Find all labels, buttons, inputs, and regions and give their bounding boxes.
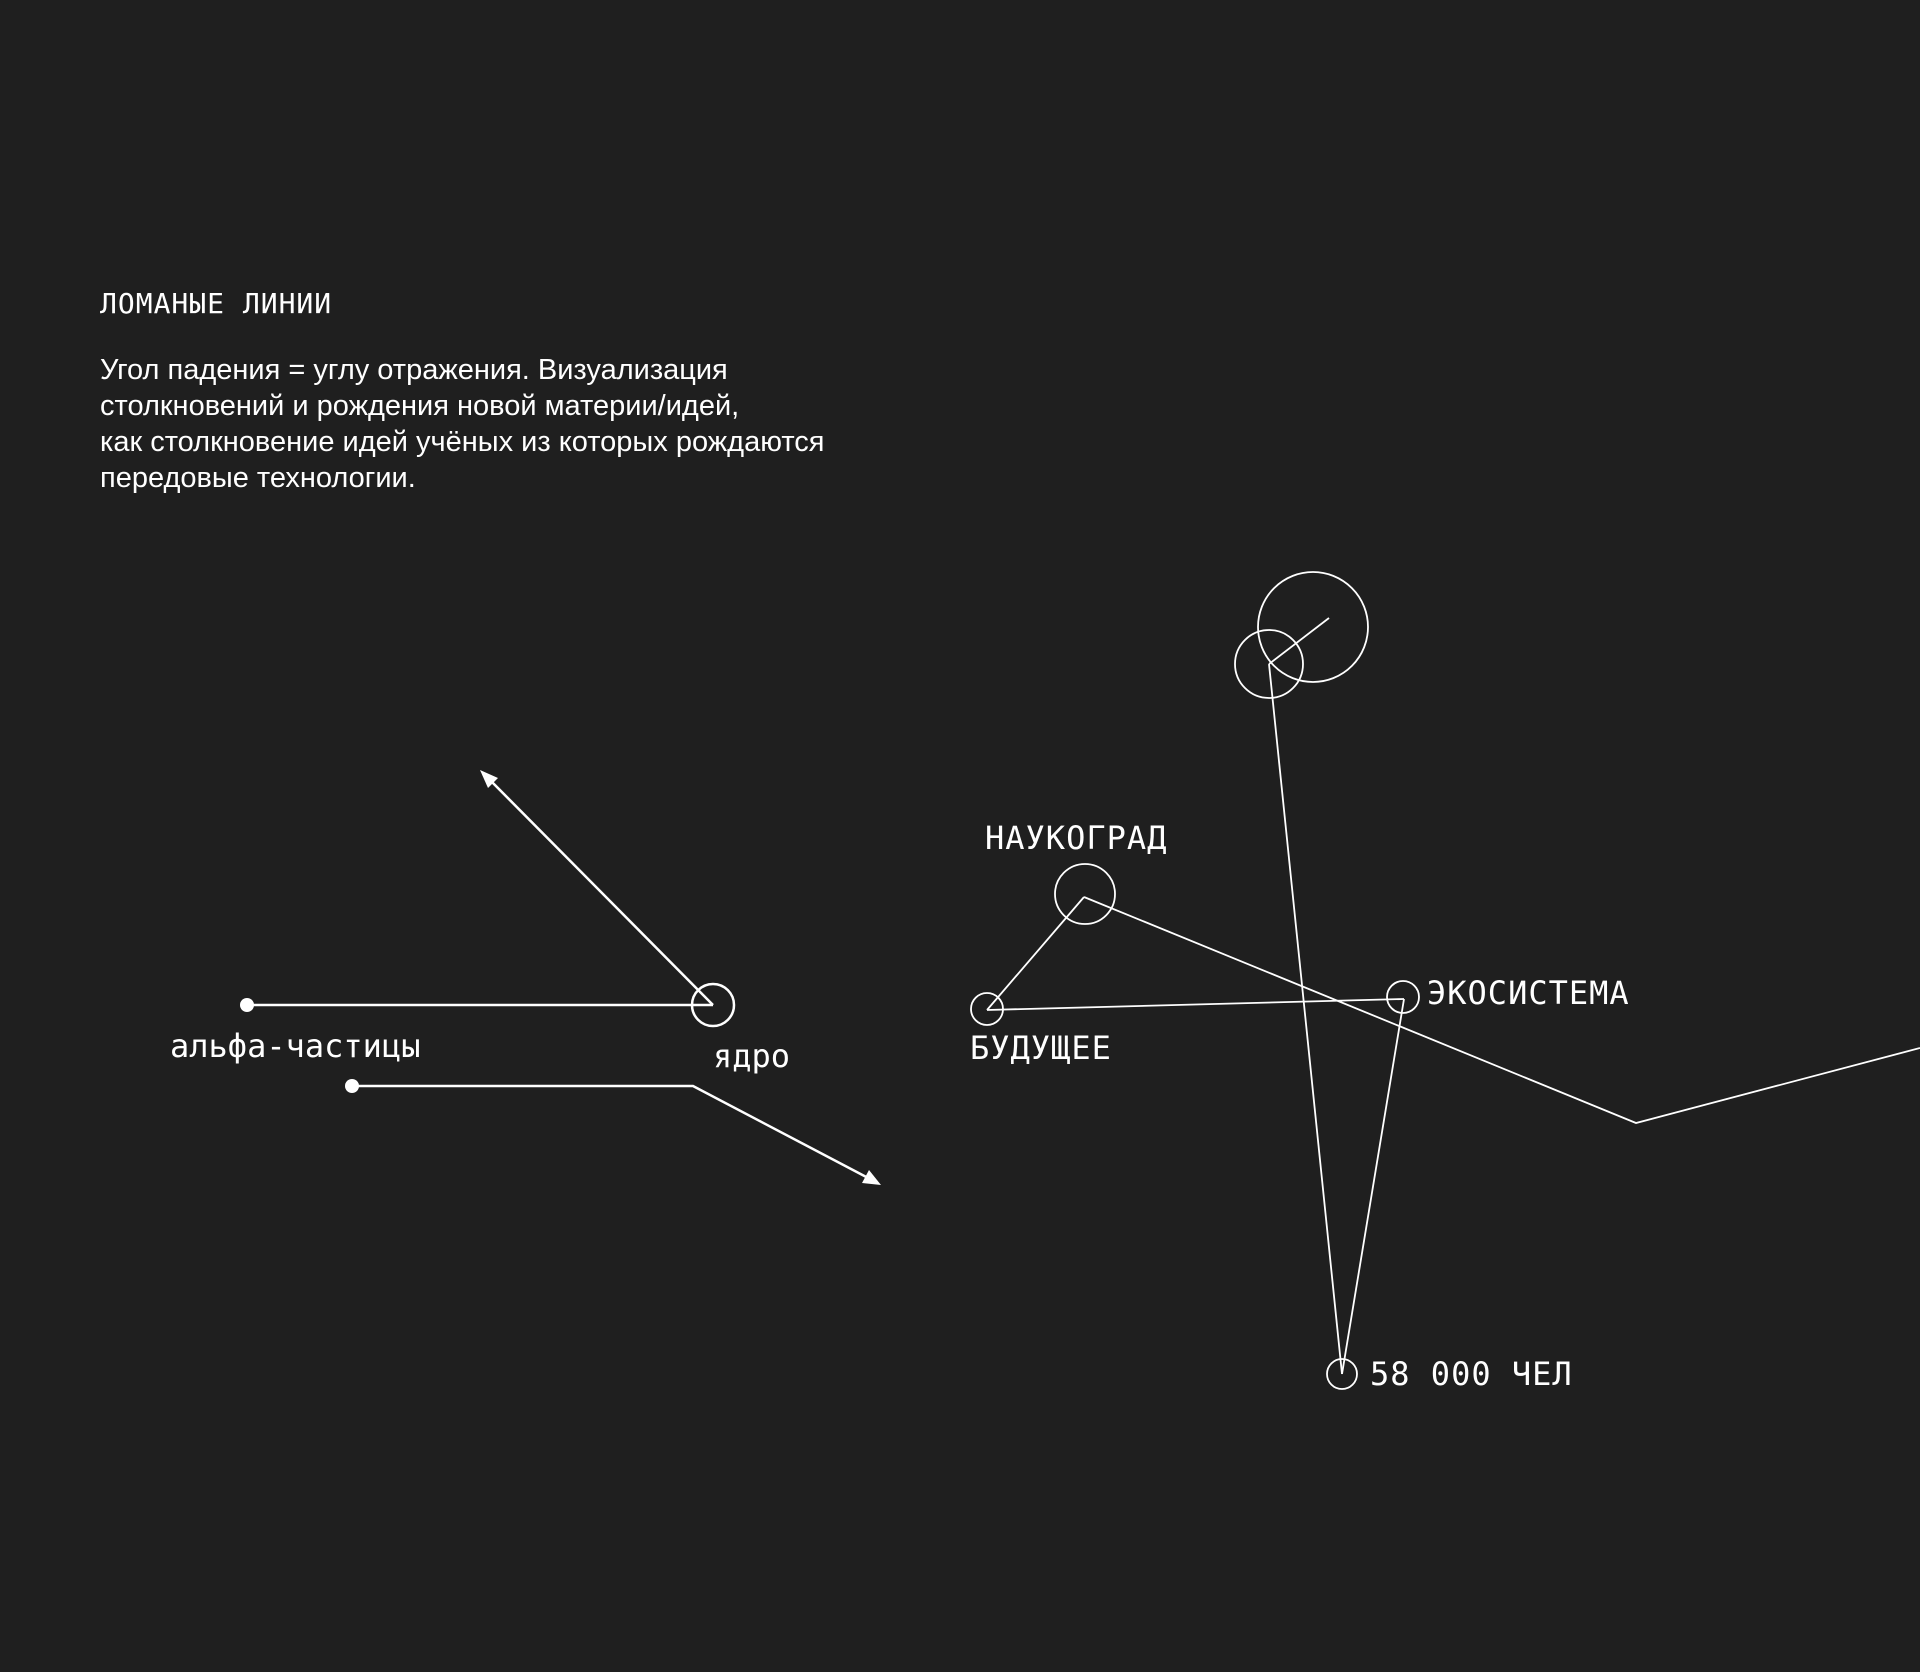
top-large-circle [1258,572,1368,682]
future-to-naukograd-line [987,897,1084,1010]
future-label: БУДУЩЕЕ [970,1029,1112,1067]
description-line: Угол падения = углу отражения. Визуализация [100,354,728,386]
particle-start-dot [240,998,254,1012]
ecosystem-to-future-line [987,999,1404,1010]
deflected-path [352,1086,872,1180]
rutherford-scattering-diagram [240,770,881,1185]
nucleus-label: ядро [713,1037,791,1075]
top-inner-segment [1269,618,1329,664]
long-descending-line [1269,664,1342,1374]
description-line: как столкновение идей учёных из которых рождаются [100,426,825,458]
section-title: ЛОМАНЫЕ ЛИНИИ [100,287,333,320]
naukograd-label: НАУКОГРАД [985,819,1168,857]
population-label: 58 000 ЧЕЛ [1370,1355,1573,1393]
deflected-start-dot [345,1079,359,1093]
reflected-path [487,777,713,1005]
naukograd-node [1055,864,1115,924]
description-line: передовые технологии. [100,462,416,494]
rising-line [1342,999,1404,1374]
alpha-particles-label: альфа-частицы [170,1027,421,1065]
ecosystem-label: ЭКОСИСТЕМА [1427,974,1630,1012]
description-line: столкновений и рождения новой материи/идей, [100,390,740,422]
